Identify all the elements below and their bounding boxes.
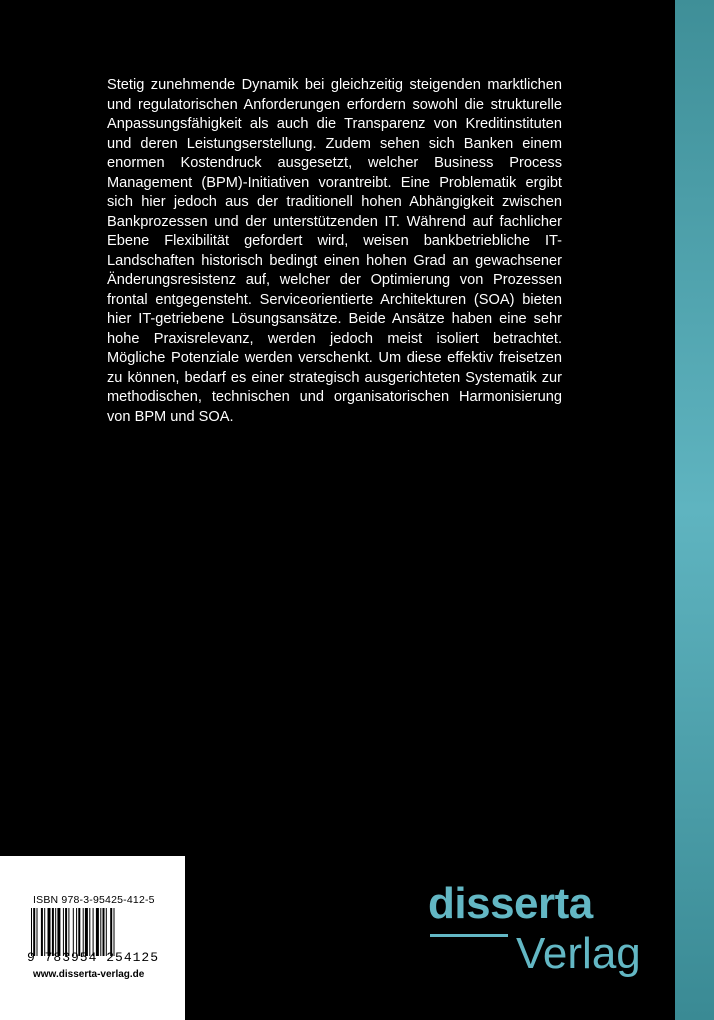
barcode-digits: 9 783954 254125 <box>27 950 160 965</box>
back-cover-blurb: Stetig zunehmende Dynamik bei gleichzeitig steigenden marktlichen und regulatorischen Anforderungen erfordern sowohl die strukturelle Anpassungsfähigkeit als auch die Transparenz von Kreditinstituten und deren Leistungserstellung. Zudem sehen sich Banken einem enormen Kostendruck ausgesetzt, welcher Business Process Management (BPM)-Initiativen vorantreibt. Eine Problematik ergibt sich hier jedoch aus der traditionell hohen Abhängigkeit zwischen Bankprozessen und der unterstützenden IT. Während auf fachlicher Ebene Flexibilität gefordert wird, weisen bankbetriebliche IT-Landschaften historisch bedingt einen hohen Grad an gewachsener Änderungsresistenz auf, welcher der Optimierung von Prozessen frontal entgegensteht. Serviceorientierte Architekturen (SOA) bieten hier IT-getriebene Lösungsansätze. Beide Ansätze haben eine sehr hohe Praxisrelevanz, werden jedoch meist isoliert betrachtet. Mögliche Potenziale werden verschenkt. Um diese effektiv freisetzen zu können, bedarf es einer strategisch ausgerichteten Systematik zur methodischen, technischen und organisatorischen Harmonisierung von BPM und SOA. <box>107 77 562 425</box>
isbn-label: ISBN 978-3-95425-412-5 <box>33 894 155 906</box>
logo-name: disserta <box>428 879 593 928</box>
logo-subname: Verlag <box>516 929 641 978</box>
publisher-website: www.disserta-verlag.de <box>33 969 145 980</box>
publisher-logo <box>428 879 648 992</box>
spine-stripe <box>675 0 714 1020</box>
logo-underline <box>430 934 508 937</box>
barcode-image <box>31 908 143 956</box>
